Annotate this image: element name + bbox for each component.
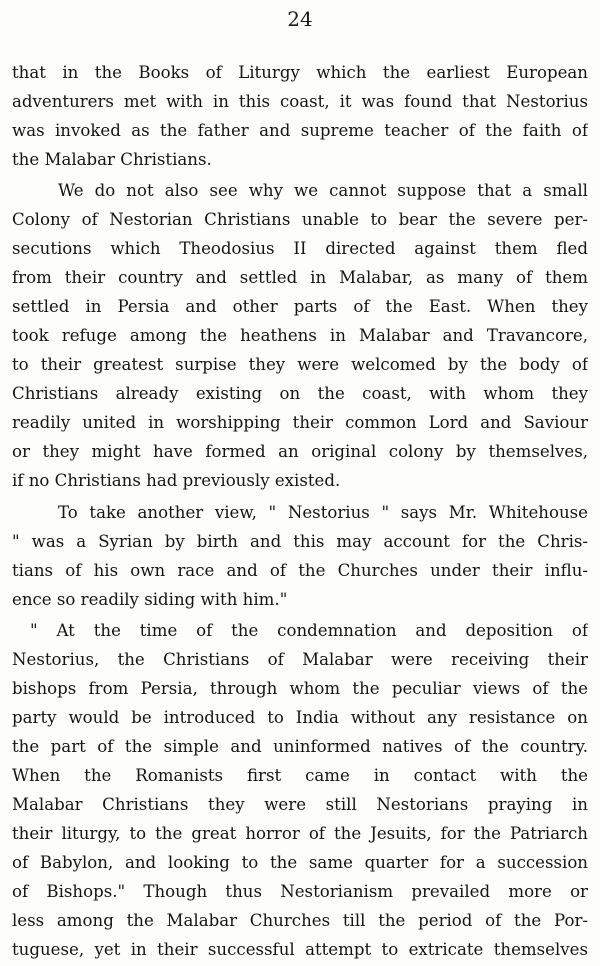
text-line: their liturgy, to the great horror of the Jesuits, for the Patriarch	[12, 824, 588, 843]
text-line: from their country and settled in Malabar, as many of them	[12, 268, 588, 287]
text-line: tians of his own race and of the Churches under their influ-	[12, 561, 588, 580]
text-line: tuguese, yet in their successful attempt to extricate themselves	[12, 940, 588, 959]
text-line: of Babylon, and looking to the same quarter for a succession	[12, 853, 588, 872]
text-line: secutions which Theodosius II directed against them fled	[12, 239, 588, 258]
text-line: ence so readily siding with him."	[12, 590, 288, 609]
text-line: When the Romanists first came in contact with the	[12, 766, 588, 785]
text-line: " was a Syrian by birth and this may account for the Chris-	[12, 532, 588, 551]
text-line: or they might have formed an original colony by themselves,	[12, 442, 588, 461]
text-line: of Bishops." Though thus Nestorianism prevailed more or	[12, 882, 588, 901]
text-line: We do not also see why we cannot suppose that a small	[58, 181, 588, 200]
text-line: to their greatest surpise they were welcomed by the body of	[12, 355, 588, 374]
text-line: Christians already existing on the coast, with whom they	[12, 384, 588, 403]
text-line: Colony of Nestorian Christians unable to bear the severe per-	[12, 210, 588, 229]
text-line: if no Christians had previously existed.	[12, 471, 341, 490]
text-line: settled in Persia and other parts of the East. When they	[12, 297, 588, 316]
text-line: To take another view, " Nestorius " says Mr. Whitehouse	[58, 503, 588, 522]
page-number: 24	[287, 7, 313, 31]
text-line: readily united in worshipping their common Lord and Saviour	[12, 413, 588, 432]
text-line: Malabar Christians they were still Nestorians praying in	[12, 795, 588, 814]
text-line: less among the Malabar Churches till the period of the Por-	[12, 911, 588, 930]
text-line: Nestorius, the Christians of Malabar were receiving their	[12, 650, 588, 669]
text-line: " At the time of the condemnation and deposition of	[30, 621, 588, 640]
text-line: was invoked as the father and supreme teacher of the faith of	[12, 121, 588, 140]
text-line: adventurers met with in this coast, it was found that Nestorius	[12, 92, 588, 111]
text-line: the Malabar Christians.	[12, 150, 212, 169]
text-line: party would be introduced to India without any resistance on	[12, 708, 588, 727]
text-line: that in the Books of Liturgy which the earliest European	[12, 63, 588, 82]
text-line: bishops from Persia, through whom the peculiar views of the	[12, 679, 588, 698]
text-line: the part of the simple and uninformed natives of the country.	[12, 737, 588, 756]
text-line: took refuge among the heathens in Malabar and Travancore,	[12, 326, 588, 345]
